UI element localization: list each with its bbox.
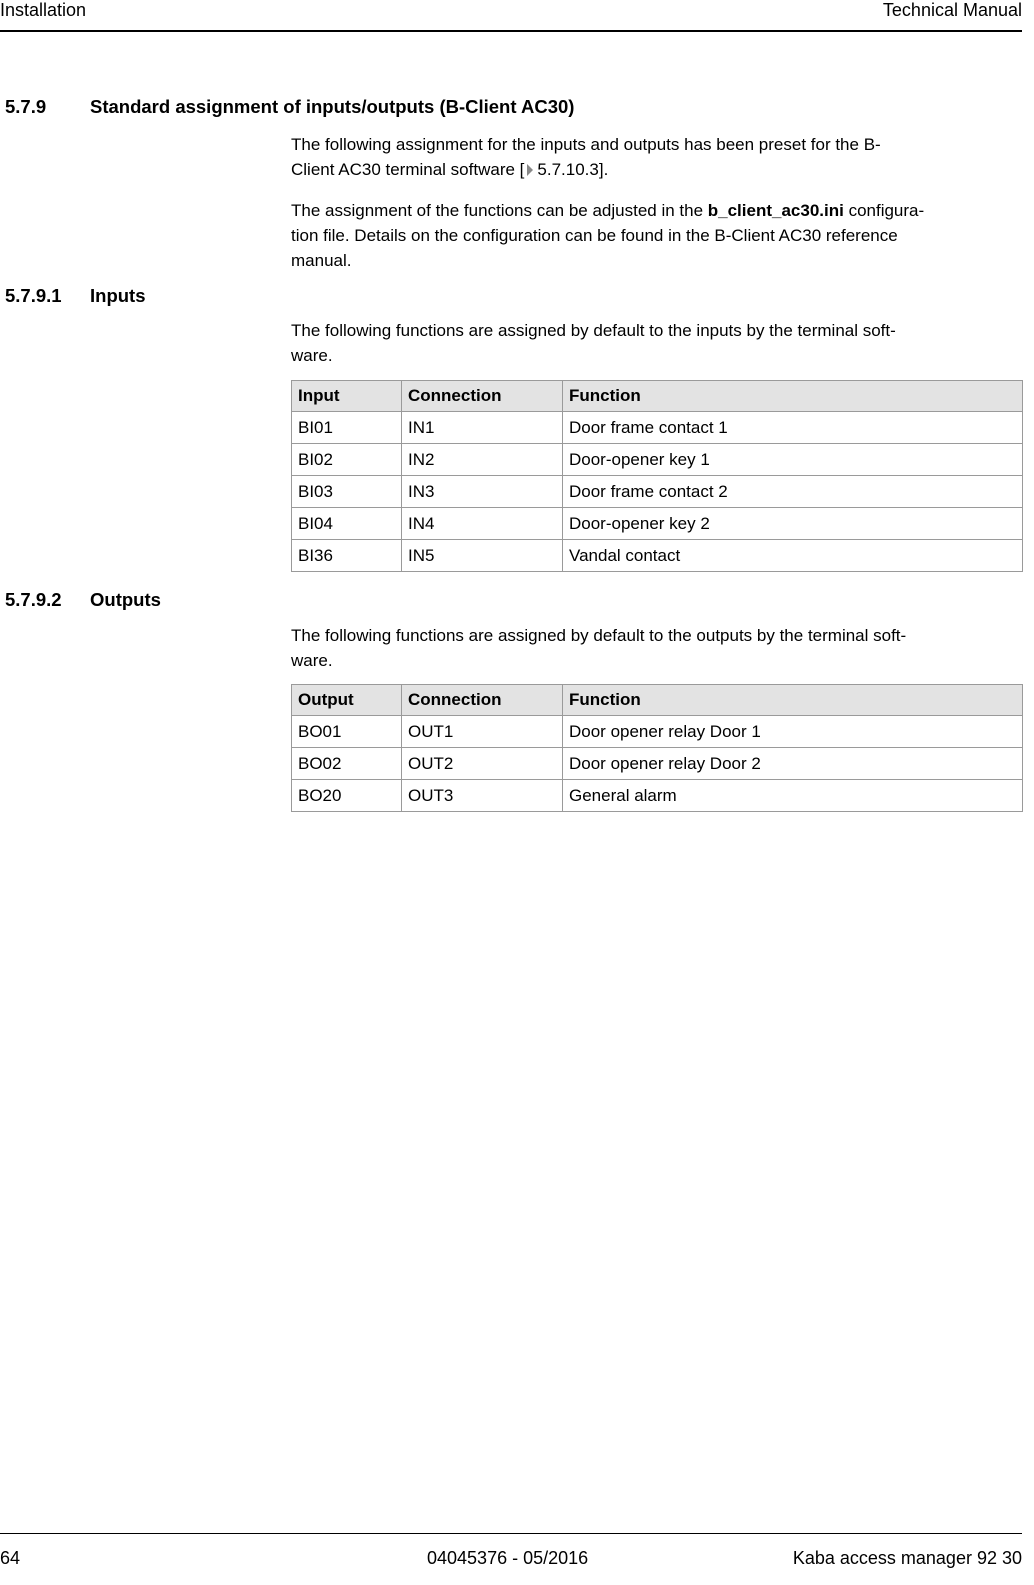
table-row [292,716,1023,748]
column-header-connection: Connection [402,685,563,716]
outputs-title: Outputs [90,589,161,610]
inputs-table [291,380,1023,572]
product-name: Kaba access manager 92 30 [792,1548,1022,1568]
table-row [292,412,1023,444]
table-row [292,444,1023,476]
table-header-row [292,685,1023,716]
table-row [292,476,1023,508]
config-file-name: b_client_ac30.ini [707,201,844,220]
intro-p2-line-3: manual. [291,251,352,270]
cell-input: BI01 [292,412,402,444]
section-number: 5.7.9 [5,96,47,117]
intro-paragraph-2 [291,198,1020,273]
inputs-desc-line-2: ware. [291,346,333,365]
column-header-input: Input [292,381,402,412]
cell-function: General alarm [563,780,1023,812]
cell-input: BI36 [292,540,402,572]
outputs-desc-line-1: The following functions are assigned by default to the outputs by the terminal soft- [291,626,907,645]
inputs-title: Inputs [90,285,146,306]
table-header-row [292,381,1023,412]
intro-p2-line-2: tion file. Details on the configuration can be found in the B-Client AC30 reference [291,226,898,245]
outputs-table [291,684,1023,812]
intro-line-1: The following assignment for the inputs and outputs has been preset for the B- [291,135,881,154]
outputs-description [291,623,1020,673]
column-header-output: Output [292,685,402,716]
inputs-desc-line-1: The following functions are assigned by default to the inputs by the terminal soft- [291,321,896,340]
table-row [292,748,1023,780]
cell-connection: IN4 [402,508,563,540]
intro-line-2: Client AC30 terminal software [ [291,160,525,179]
cell-output: BO20 [292,780,402,812]
cell-output: BO02 [292,748,402,780]
column-header-connection: Connection [402,381,563,412]
cell-connection: OUT2 [402,748,563,780]
inputs-heading [5,285,146,307]
cell-input: BI02 [292,444,402,476]
footer-divider [0,1533,1022,1534]
cell-connection: IN5 [402,540,563,572]
inputs-number: 5.7.9.1 [5,285,62,306]
column-header-function: Function [563,685,1023,716]
cell-connection: IN2 [402,444,563,476]
cell-function: Vandal contact [563,540,1023,572]
header-doc-type: Technical Manual [882,0,1022,20]
cell-input: BI04 [292,508,402,540]
document-number: 04045376 - 05/2016 [427,1548,589,1568]
cell-connection: IN3 [402,476,563,508]
cell-function: Door opener relay Door 1 [563,716,1023,748]
outputs-heading [5,589,161,611]
cell-function: Door-opener key 2 [563,508,1023,540]
cell-output: BO01 [292,716,402,748]
cell-function: Door opener relay Door 2 [563,748,1023,780]
outputs-number: 5.7.9.2 [5,589,62,610]
table-row [292,780,1023,812]
intro-p2-text: The assignment of the functions can be adjusted in the [291,201,708,220]
section-title: Standard assignment of inputs/outputs (B-Client AC30) [90,96,575,117]
intro-p2-text-end: configura- [843,201,925,220]
table-row [292,540,1023,572]
cell-connection: OUT3 [402,780,563,812]
intro-line-2-end: ]. [598,160,609,179]
cell-function: Door-opener key 1 [563,444,1023,476]
header-divider [0,30,1022,32]
cell-connection: OUT1 [402,716,563,748]
section-heading [5,96,574,118]
header-chapter: Installation [0,0,87,20]
outputs-desc-line-2: ware. [291,651,333,670]
inputs-description [291,318,1020,368]
cell-input: BI03 [292,476,402,508]
page-number: 64 [0,1548,21,1568]
cross-reference-link[interactable]: 5.7.10.3 [537,160,599,179]
cell-connection: IN1 [402,412,563,444]
cross-reference-arrow-icon [527,164,533,176]
intro-paragraph-1 [291,132,1020,182]
cell-function: Door frame contact 2 [563,476,1023,508]
cell-function: Door frame contact 1 [563,412,1023,444]
column-header-function: Function [563,381,1023,412]
table-row [292,508,1023,540]
